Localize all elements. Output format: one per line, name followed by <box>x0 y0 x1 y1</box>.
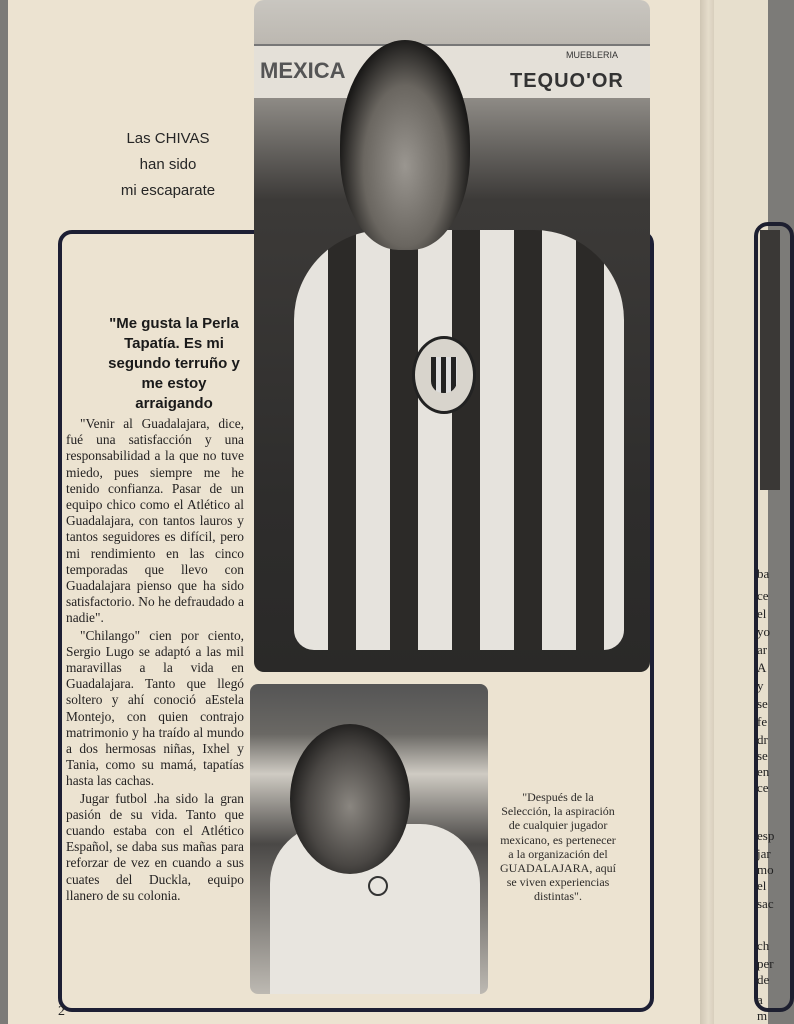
body-paragraph: Jugar futbol .ha sido la gran pasión de su vida. Tanto que cuando estaba con el Atlético Español, se daba sus mañas para reforzar de vez en cuando a sus cuates del Duckla, equipo llanero de su colonia. <box>66 790 244 903</box>
next-page-fragment: yo <box>757 624 770 639</box>
player-signing-photo <box>250 684 488 994</box>
next-page-fragment: esp <box>757 828 775 843</box>
next-page-fragment: A <box>757 660 767 675</box>
page-number: 2 <box>58 1004 65 1019</box>
banner-text-right: TEQUO'OR <box>510 70 624 92</box>
next-page-fragment: ce <box>757 780 769 795</box>
next-page-fragment: y <box>757 678 764 693</box>
article-body <box>66 416 244 905</box>
next-page-fragment: mo <box>757 862 774 877</box>
club-crest-icon <box>412 336 476 414</box>
article-headline: "Me gusta la Perla Tapatía. Es mi segundo terruño y me estoy arraigando <box>108 315 240 412</box>
page-gutter <box>700 0 714 1024</box>
next-page-fragment: per <box>757 956 774 971</box>
next-page-fragment: el <box>757 878 767 893</box>
shirt-logo-icon <box>368 876 388 896</box>
next-page-fragment: a m <box>757 992 768 1023</box>
pull-quote-line: Las CHIVAS <box>126 130 210 147</box>
striped-jersey <box>294 230 624 650</box>
next-page-fragment: ce <box>757 588 769 603</box>
banner-text-left: MEXICA <box>260 58 346 83</box>
next-page-fragment: el <box>757 606 767 621</box>
next-page-fragment: de <box>757 972 770 987</box>
next-page-fragment: sac <box>757 896 774 911</box>
pull-quote-line: mi escaparate <box>120 182 216 199</box>
player-portrait-photo <box>254 0 650 672</box>
next-page-fragment: jar <box>757 846 771 861</box>
next-page-fragment: en <box>757 764 770 779</box>
photo-caption: "Después de la Selección, la aspiración de cualquier jugador mexicano, es pertenecer a la organización del GUADALAJARA, aquí se viven experiencias distintas". <box>500 790 616 904</box>
pull-quote-line: han sido <box>139 156 197 173</box>
body-paragraph: "Chilango" cien por ciento, Sergio Lugo se adaptó a las mil maravillas a la vida en Guadalajara. Tanto que llegó soltero y ahí conoció aEstela Montejo, con quien contrajo matrimonio y ha traído al mundo a dos hermosas niñas, Ixhel y Tania, como su mamá, tapatías hasta las cachas. <box>66 627 244 789</box>
banner-text-small: MUEBLERIA <box>566 50 619 60</box>
next-page-fragment: ba <box>757 566 770 581</box>
player-head <box>290 724 410 874</box>
next-page-photo <box>760 230 780 490</box>
next-page-fragment: se <box>757 696 768 711</box>
player-head <box>340 40 470 250</box>
next-page-fragment: fe <box>757 714 768 729</box>
next-page-fragment: ar <box>757 642 768 657</box>
next-page-fragment: dr <box>757 732 768 747</box>
next-page-fragment: se <box>757 748 768 763</box>
pull-quote <box>98 126 238 204</box>
body-paragraph: "Venir al Guadalajara, dice, fué una satisfacción y una responsabilidad a la que no tuve miedo, pues siempre me he tenido confianza. Pasar de un equipo chico como el Atlético al Guadalajara, con tantos lauros y tantos seguidores es difícil, pero mi rendimiento en las cinco temporadas que llevo con Guadalajara pienso que ha sido satisfactorio. No he defraudado a nadie". <box>66 416 244 626</box>
next-page-fragment: ch <box>757 938 770 953</box>
